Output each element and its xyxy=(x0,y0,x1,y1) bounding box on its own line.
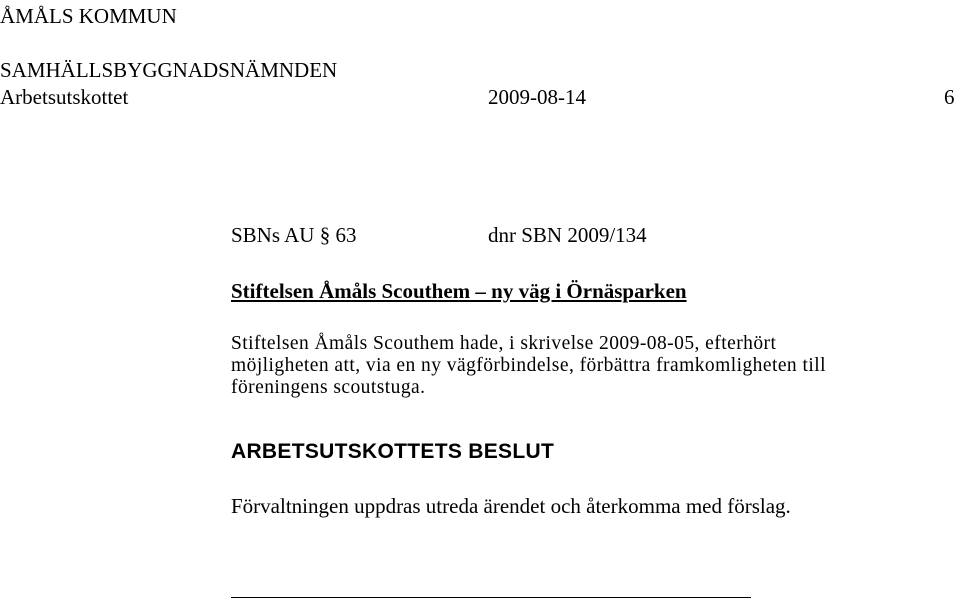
case-number: dnr SBN 2009/134 xyxy=(488,223,647,247)
organization-name: ÅMÅLS KOMMUN xyxy=(0,4,177,28)
description-line: föreningens scoutstuga. xyxy=(231,377,426,398)
subcommittee-name: Arbetsutskottet xyxy=(0,85,129,109)
paragraph-reference: SBNs AU § 63 xyxy=(231,223,357,247)
description-line: Stiftelsen Åmåls Scouthem hade, i skrivelse 2009-08-05, efterhört xyxy=(231,333,777,354)
committee-name: SAMHÄLLSBYGGNADSNÄMNDEN xyxy=(0,58,338,82)
case-description xyxy=(231,333,931,399)
decision-heading: ARBETSUTSKOTTETS BESLUT xyxy=(231,440,555,463)
page-number: 6 xyxy=(944,85,955,109)
signature-line xyxy=(231,597,751,598)
case-title: Stiftelsen Åmåls Scouthem – ny väg i Örnäsparken xyxy=(231,279,687,303)
decision-text: Förvaltningen uppdras utreda ärendet och återkomma med förslag. xyxy=(231,494,791,518)
meeting-date: 2009-08-14 xyxy=(488,85,586,109)
description-line: möjligheten att, via en ny vägförbindelse, förbättra framkomligheten till xyxy=(231,355,826,376)
